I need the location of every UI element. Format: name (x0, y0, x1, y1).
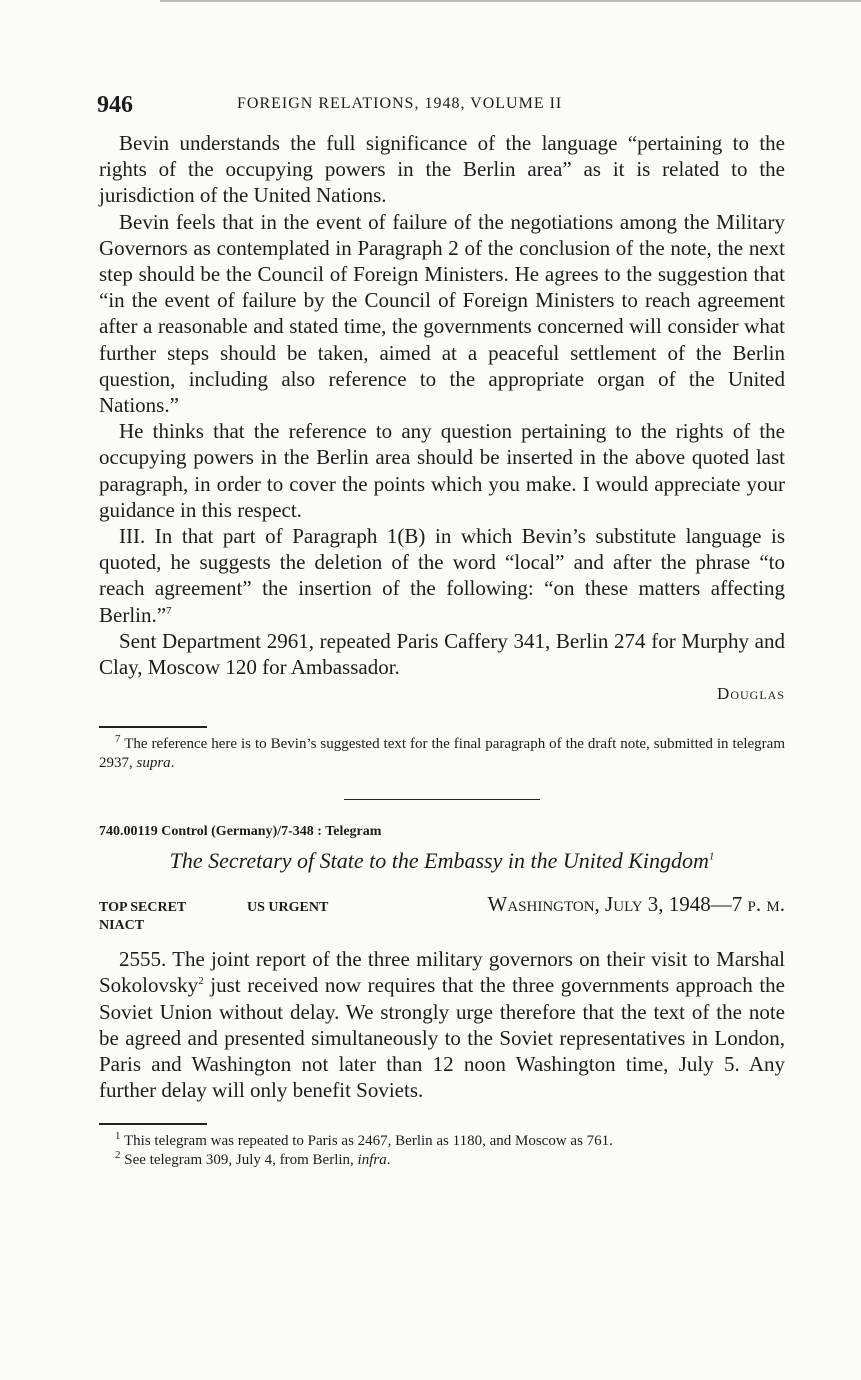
file-reference: 740.00119 Control (Germany)/7-348 : Telegram (99, 824, 382, 840)
footnote-2-end: . (386, 1151, 391, 1168)
signature: Douglas (717, 684, 785, 704)
paragraph-2: Bevin feels that in the event of failure of the negotiations among the Military Governors as contemplated in Paragraph 2 of the conclusion of the note, the next step should be the Council of Foreign Ministers. He agrees to the suggestion that “in the event of failure by the Council of Foreign Ministers to reach agreement after a reasonable and stated time, the governments concerned will consider what further steps should be taken, aimed at a peaceful settlement of the Berlin question, including also reference to the appropriate organ of the United Nations.” (99, 209, 785, 418)
footnote-rule-2 (99, 1123, 207, 1125)
page-number: 946 (97, 92, 133, 118)
classification: TOP SECRET (99, 900, 187, 916)
footnote-rule (99, 726, 207, 728)
paragraph-3: He thinks that the reference to any question pertaining to the rights of the occupying powers in the Berlin area should be inserted in the above quoted last paragraph, in order to cover the points which you make. I would appreciate your guidance in this respect. (99, 419, 785, 522)
footnote-7-marker: 7 (115, 732, 121, 745)
page-body (99, 130, 785, 1170)
footnote-1-text: This telegram was repeated to Paris as 2467, Berlin as 1180, and Moscow as 761. (123, 1132, 613, 1149)
telegram-body-part2: just received now requires that the three governments approach the Soviet Union without delay. We strongly urge therefore that the text of the note be agreed and presented simultaneously to the Soviet representatives in London, Paris and Washington not later than 12 noon Washington time, July 5. Any further delay will only benefit Soviets. (99, 973, 785, 1103)
section-separator (344, 799, 540, 801)
footnote-2 (99, 1148, 785, 1170)
page-header (97, 92, 787, 122)
classification-line (99, 892, 785, 918)
niact-label: NIACT (99, 918, 145, 934)
dateline: Washington, July 3, 1948—7 p. m. (487, 892, 785, 917)
title-footnote-ref: 1 (708, 850, 715, 863)
footnote-2-italic: infra (357, 1151, 387, 1168)
document-title (99, 848, 785, 874)
footnote-2-text: See telegram 309, July 4, from Berlin, (124, 1151, 358, 1168)
footnote-7-end: . (170, 754, 175, 771)
priority: US URGENT (247, 900, 329, 916)
running-title: FOREIGN RELATIONS, 1948, VOLUME II (237, 95, 563, 112)
footnote-1 (99, 1129, 785, 1151)
footnote-7-text: The reference here is to Bevin’s suggested text for the final paragraph of the draft note, submitted in telegram 2937, (99, 735, 785, 771)
scan-edge-line (160, 0, 861, 2)
document-title-text: The Secretary of State to the Embassy in the United Kingdom (169, 848, 709, 874)
paragraph-1: Bevin understands the full significance of the language “pertaining to the rights of the occupying powers in the Berlin area” as it is related to the jurisdiction of the United Nations. (99, 131, 785, 208)
footnote-ref-7: 7 (166, 604, 172, 617)
telegram-body-part1: 2555. The joint report of the three military governors on their visit to Marshal Sokolovsky (99, 947, 785, 998)
paragraph-5: Sent Department 2961, repeated Paris Caffery 341, Berlin 274 for Murphy and Clay, Moscow 120 for Ambassador. (99, 628, 785, 680)
footnote-1-marker: 1 (115, 1129, 121, 1142)
footnote-7-italic: supra (136, 754, 171, 771)
paragraph-4 (99, 523, 785, 628)
footnote-7 (99, 732, 785, 773)
footnote-ref-2: 2 (198, 975, 204, 988)
footnote-2-marker: 2 (115, 1148, 121, 1161)
telegram-body (99, 946, 785, 1103)
paragraph-4-text: III. In that part of Paragraph 1(B) in which Bevin’s substitute language is quoted, he suggests the deletion of the word “local” and after the phrase “to reach agreement” the insertion of the following: “on these matters affecting Berlin.” (99, 524, 785, 627)
